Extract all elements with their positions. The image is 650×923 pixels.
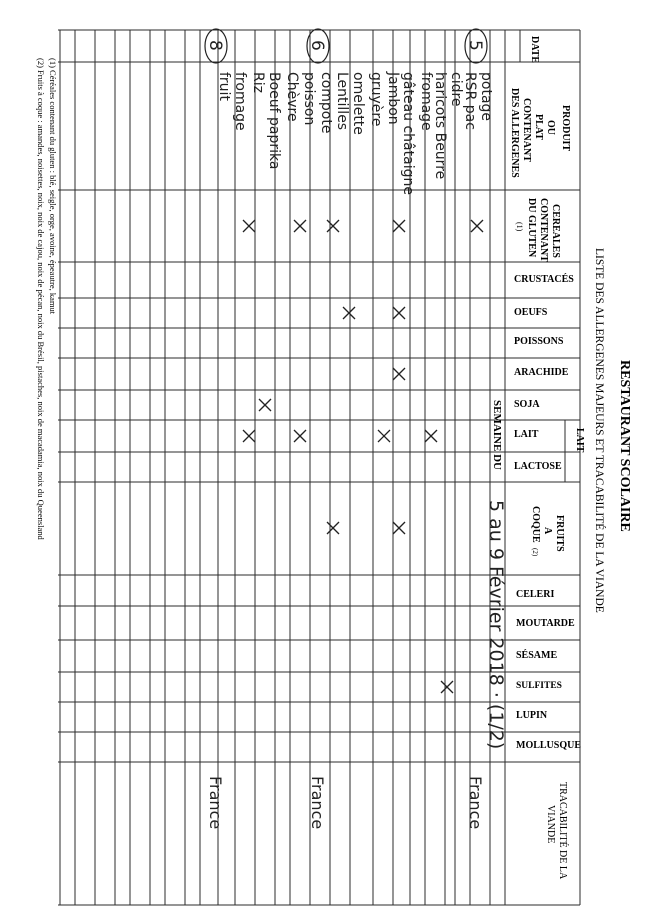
traceability-origin: France	[308, 776, 327, 830]
product-name: Chèvre	[284, 72, 300, 122]
allergen-mark	[393, 368, 405, 380]
svg-text:VIANDE: VIANDE	[545, 805, 556, 844]
allergen-mark	[327, 522, 339, 534]
header-crustaces: CRUSTACÉS	[514, 274, 574, 285]
product-name: Riz	[250, 72, 266, 93]
allergen-mark	[393, 307, 405, 319]
header-tracabilite	[545, 782, 569, 880]
svg-text:CONTENANT: CONTENANT	[538, 198, 549, 262]
svg-text:PLAT: PLAT	[533, 114, 544, 140]
allergen-mark	[441, 681, 453, 693]
allergen-mark	[425, 430, 437, 442]
header-product	[509, 88, 571, 178]
product-name: fruit	[216, 72, 232, 101]
allergen-mark	[393, 220, 405, 232]
product-name: Boeuf paprika	[266, 72, 282, 170]
svg-text:(2): (2)	[531, 548, 539, 557]
allergen-mark	[294, 220, 306, 232]
svg-text:CONTENANT: CONTENANT	[521, 98, 532, 162]
header-date: DATE	[529, 36, 540, 64]
product-name: gâteau châtaigne	[400, 72, 416, 195]
allergen-mark	[243, 220, 255, 232]
week-value: 5 au 9 Février 2018 · (1/2)	[485, 500, 507, 750]
footnote-cereals: (1) Céréales contenant du gluten : blé, seigle, orge, avoine, épeautre, kamut	[48, 58, 58, 315]
document-title: RESTAURANT SCOLAIRE	[617, 360, 632, 532]
allergen-mark	[343, 307, 355, 319]
allergen-mark	[259, 399, 271, 411]
product-name: Lentilles	[334, 72, 350, 131]
allergen-mark	[378, 430, 390, 442]
svg-text:CEREALES: CEREALES	[550, 204, 561, 258]
header-arachide: ARACHIDE	[514, 367, 569, 378]
header-fruits	[530, 506, 565, 557]
allergen-mark	[393, 522, 405, 534]
week-label: SEMAINE DU	[491, 400, 503, 470]
allergen-mark	[294, 430, 306, 442]
svg-text:A: A	[542, 527, 553, 535]
header-cereals	[515, 198, 561, 262]
day-number: 8	[205, 40, 225, 51]
allergen-marks	[243, 220, 483, 693]
traceability-origin: France	[466, 776, 485, 830]
header-sesame: SÉSAME	[516, 650, 558, 661]
product-name: gruyère	[368, 72, 384, 127]
header-oeufs: OEUFS	[514, 307, 548, 318]
header-sulfites: SULFITES	[516, 681, 562, 691]
header-soja: SOJA	[514, 399, 540, 410]
header-celeri: CELERI	[516, 589, 555, 600]
allergen-mark	[327, 220, 339, 232]
product-name: poisson	[301, 72, 317, 126]
day-number: 6	[307, 40, 327, 51]
header-lait-group: LAIT	[574, 428, 585, 453]
svg-text:DU GLUTEN: DU GLUTEN	[526, 198, 537, 258]
header-poissons: POISSONS	[514, 336, 564, 347]
product-name: omelette	[350, 72, 366, 135]
product-name: fromage	[232, 72, 248, 131]
svg-text:DES ALLERGENES: DES ALLERGENES	[509, 88, 520, 178]
svg-text:FRUITS: FRUITS	[554, 515, 565, 552]
product-name: RSR pac	[462, 72, 478, 130]
footnote-fruits: (2) Fruits à coque : amandes, noisettes, noix, noix de cajou, noix de pécan, noix du Brésil, pistaches, noix de macadamia, noix du Queensland	[36, 58, 46, 540]
product-list	[216, 71, 494, 195]
document-subtitle: LISTE DES ALLERGENES MAJEURS ET TRACABILITÉ DE LA VIANDE	[593, 248, 605, 613]
product-name: compote	[318, 72, 334, 134]
header-moutarde: MOUTARDE	[516, 618, 575, 629]
allergen-mark	[471, 220, 483, 232]
svg-text:PRODUIT: PRODUIT	[560, 105, 571, 152]
product-name: potage	[478, 72, 494, 122]
svg-text:OU: OU	[545, 120, 556, 135]
product-name: cidre	[448, 72, 464, 107]
svg-text:TRACABILITÉ DE LA: TRACABILITÉ DE LA	[557, 782, 568, 880]
svg-text:COQUE: COQUE	[530, 506, 541, 543]
allergen-mark	[243, 430, 255, 442]
svg-text:(1): (1)	[515, 222, 524, 232]
product-name: Jambon	[385, 72, 401, 125]
day-number: 5	[465, 40, 485, 51]
header-lactose: LACTOSE	[514, 461, 562, 472]
header-mollusque: MOLLUSQUE	[516, 740, 582, 751]
product-name: haricots Beurre	[432, 72, 448, 180]
product-name: fromage	[418, 72, 434, 131]
traceability-origin: France	[206, 776, 225, 830]
header-lupin: LUPIN	[516, 710, 548, 721]
header-lait: LAIT	[514, 429, 539, 440]
